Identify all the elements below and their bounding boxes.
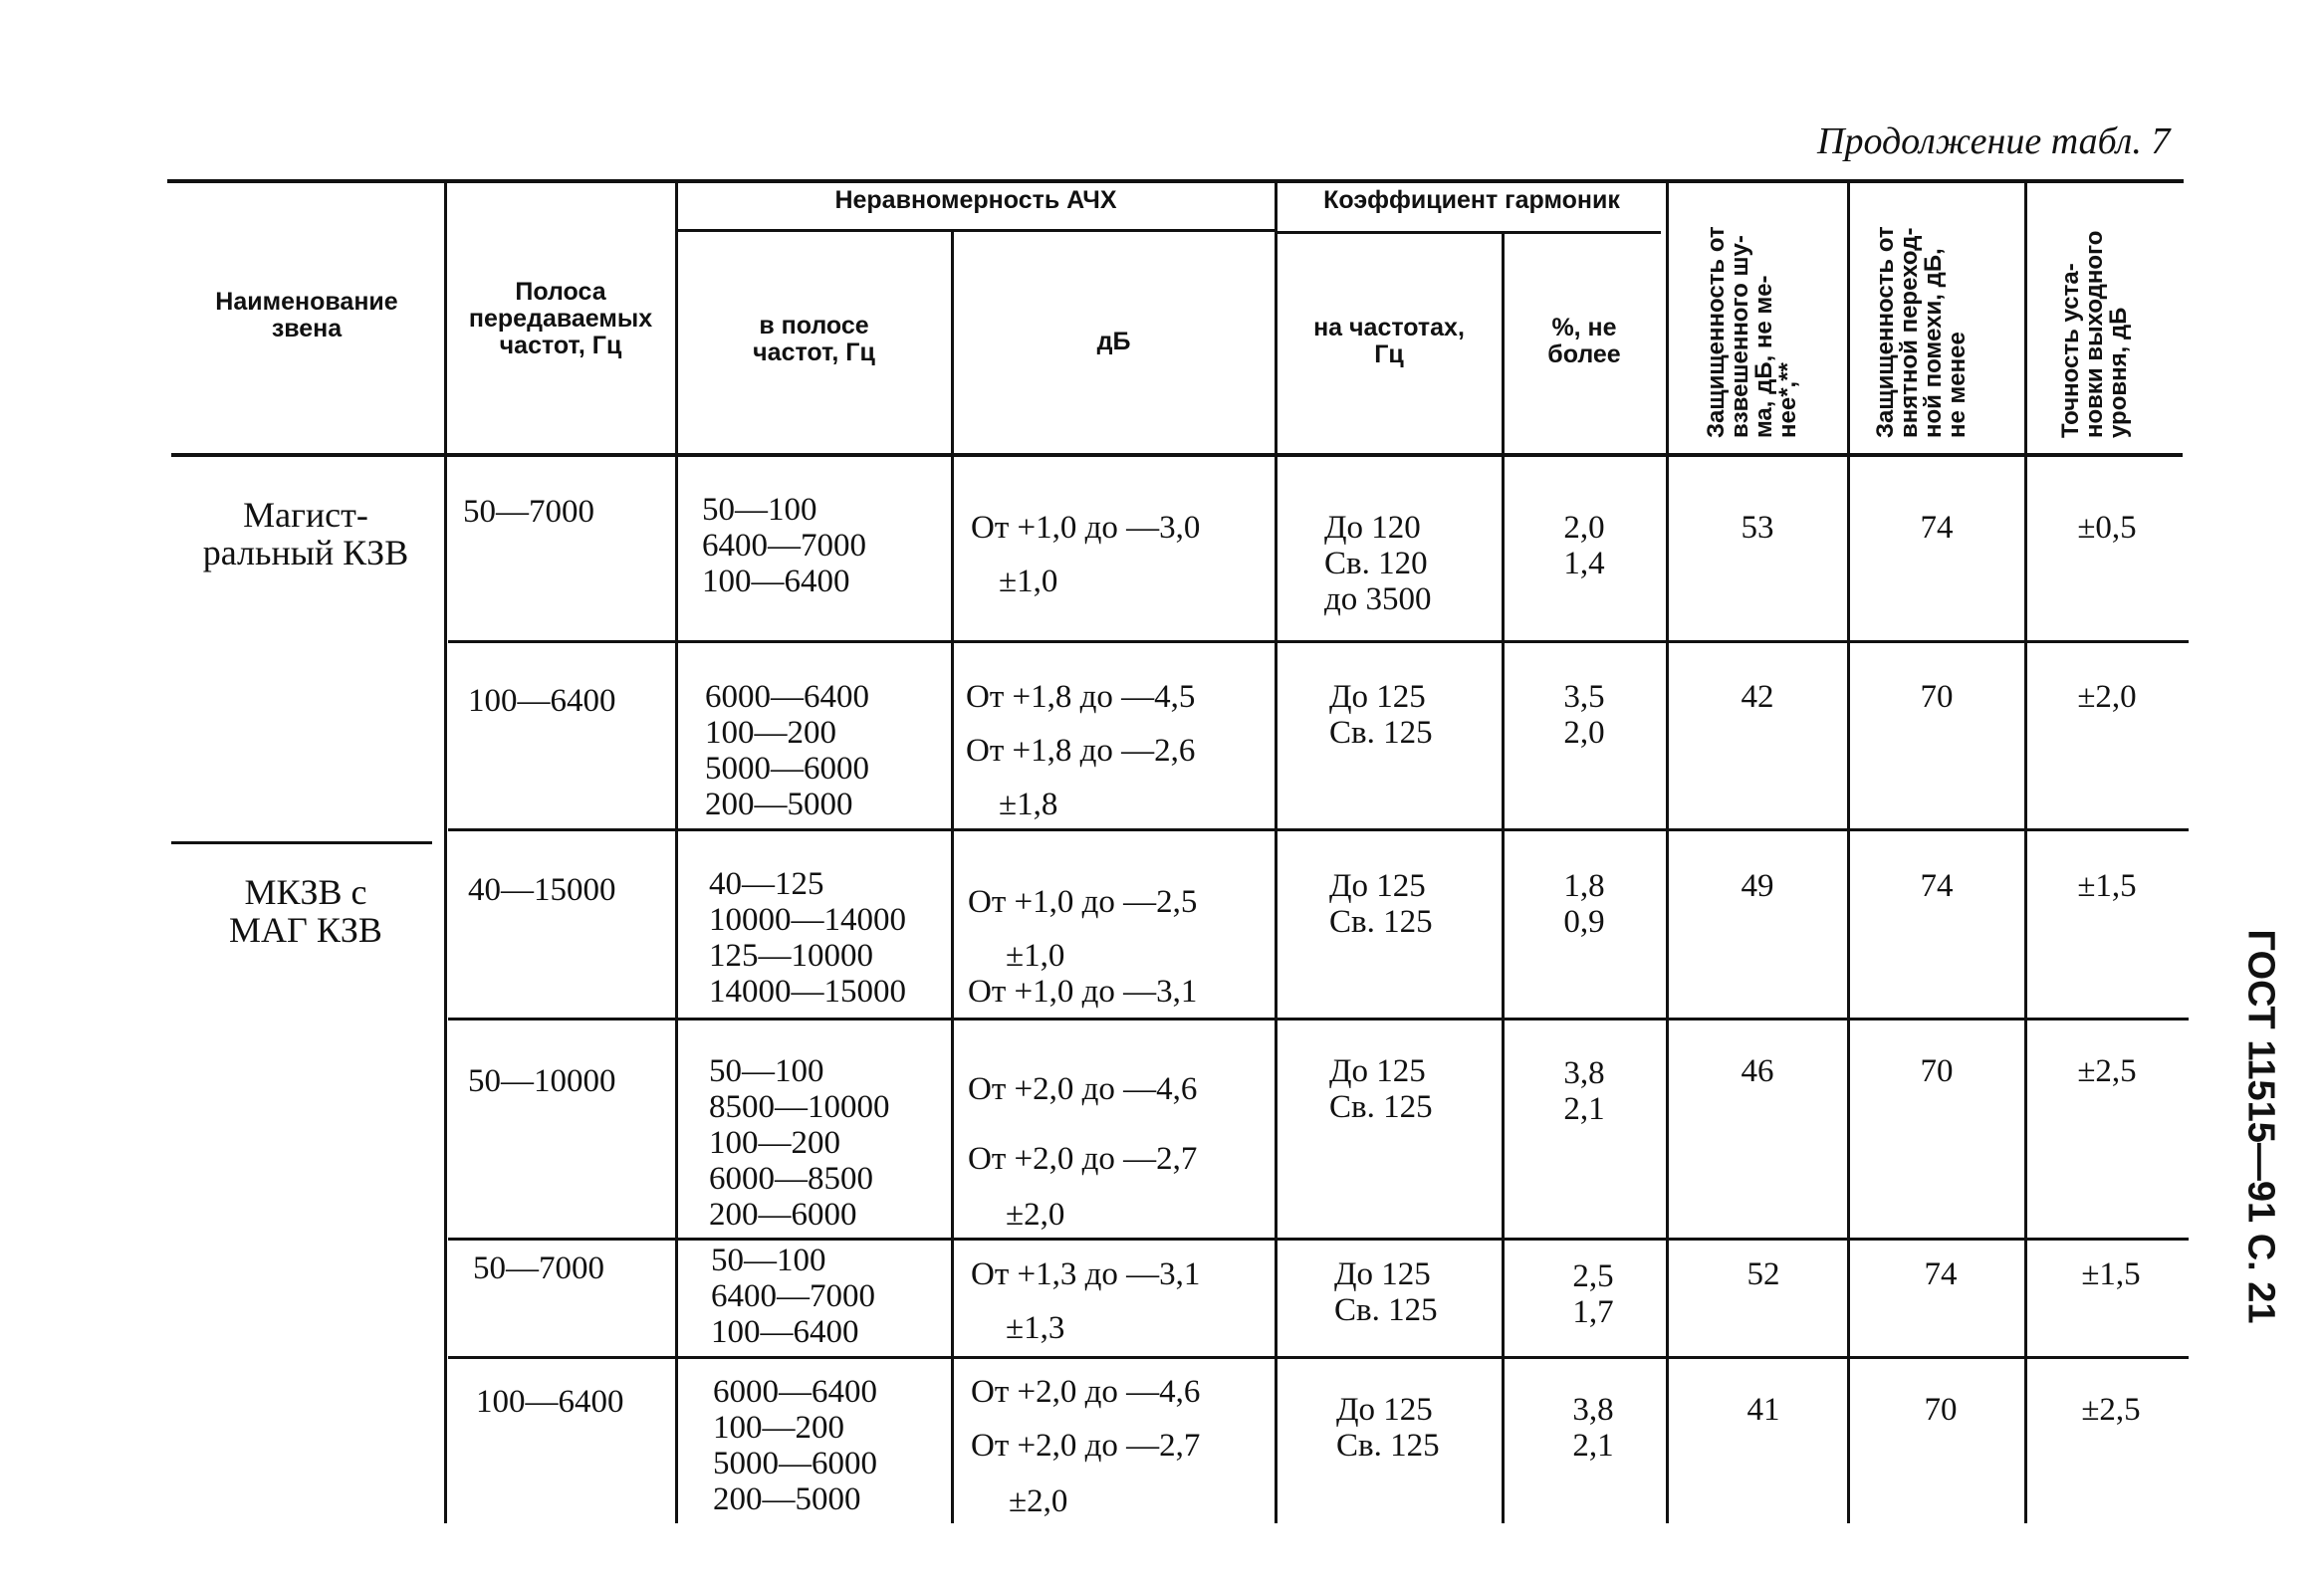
cell-harm-freq: До 120 Св. 120 до 3500 [1324, 510, 1432, 617]
cell-band: 100—6400 [476, 1384, 624, 1420]
header-crosstalk: Защищенность от внятной переход- ной помехи, дБ, не менее [1872, 226, 1971, 438]
cell-afc-db: От +1,8 до —2,6 [966, 733, 1196, 769]
cell-afc-bands: 6000—6400 100—200 5000—6000 200—5000 [705, 679, 869, 822]
header-level-accuracy: Точность уста- новки выходного уровня, дБ [2057, 230, 2132, 438]
cell-noise: 46 [1741, 1053, 1774, 1089]
cell-afc-db: ±2,0 [1006, 1197, 1065, 1233]
cell-band: 40—15000 [468, 872, 616, 908]
cell-afc-db: От +1,3 до —3,1 [971, 1256, 1201, 1292]
header-afc-band: в полосе частот, Гц [753, 312, 875, 366]
header-harm-freq: на частотах, Гц [1313, 314, 1465, 368]
cell-afc-db: От +1,0 до —2,5 [968, 884, 1198, 920]
header-name: Наименование звена [215, 288, 398, 342]
cell-noise: 52 [1746, 1256, 1780, 1292]
cell-band: 50—10000 [468, 1063, 616, 1099]
cell-afc-db: ±1,8 [999, 787, 1058, 822]
header-band: Полоса передаваемых частот, Гц [468, 278, 653, 359]
cell-crosstalk: 74 [1924, 1256, 1958, 1292]
cell-harm-freq: До 125 Св. 125 [1329, 679, 1433, 751]
cell-level: ±2,5 [2081, 1392, 2141, 1428]
table-caption: Продолжение табл. 7 [1817, 120, 2171, 162]
cell-harm-freq: До 125 Св. 125 [1329, 1053, 1433, 1125]
cell-noise: 49 [1741, 868, 1774, 904]
cell-noise: 53 [1741, 510, 1774, 546]
cell-afc-db: От +1,0 до —3,0 [971, 510, 1201, 546]
cell-crosstalk: 70 [1920, 1053, 1954, 1089]
cell-crosstalk: 74 [1920, 510, 1954, 546]
cell-level: ±0,5 [2077, 510, 2137, 546]
cell-noise: 42 [1741, 679, 1774, 715]
cell-harm-freq: До 125 Св. 125 [1334, 1256, 1438, 1328]
cell-afc-db: ±1,3 [1006, 1310, 1065, 1346]
cell-afc-db: От +1,0 до —3,1 [968, 974, 1198, 1010]
cell-level: ±2,5 [2077, 1053, 2137, 1089]
cell-harm-pct: 3,5 2,0 [1563, 679, 1605, 751]
cell-level: ±1,5 [2077, 868, 2137, 904]
cell-noise: 41 [1746, 1392, 1780, 1428]
cell-afc-db: ±1,0 [999, 564, 1058, 599]
cell-band: 100—6400 [468, 683, 616, 719]
cell-harm-pct: 2,0 1,4 [1563, 510, 1605, 581]
header-harm-group: Коэффициент гармоник [1323, 186, 1620, 214]
cell-afc-db: От +1,8 до —4,5 [966, 679, 1196, 715]
cell-band: 50—7000 [463, 494, 594, 530]
cell-afc-db: От +2,0 до —4,6 [968, 1071, 1198, 1107]
cell-afc-db: ±1,0 [1006, 938, 1065, 974]
cell-afc-bands: 50—100 6400—7000 100—6400 [702, 492, 866, 599]
cell-afc-db: От +2,0 до —2,7 [971, 1428, 1201, 1464]
cell-harm-pct: 2,5 1,7 [1572, 1258, 1614, 1330]
cell-crosstalk: 70 [1920, 679, 1954, 715]
header-afc-group: Неравномерность АЧХ [834, 186, 1117, 214]
cell-afc-bands: 6000—6400 100—200 5000—6000 200—5000 [713, 1374, 877, 1517]
group-name: Магист- ральный КЗВ [202, 495, 409, 572]
header-noise-weighted: Защищенность от взвешенного шу- ма, дБ, не ме- нее*,** [1703, 226, 1801, 438]
document-side-label: ГОСТ 11515—91 С. 21 [2239, 929, 2282, 1324]
cell-crosstalk: 74 [1920, 868, 1954, 904]
cell-harm-freq: До 125 Св. 125 [1329, 868, 1433, 940]
cell-afc-db: От +2,0 до —2,7 [968, 1141, 1198, 1177]
cell-harm-freq: До 125 Св. 125 [1336, 1392, 1440, 1464]
cell-harm-pct: 1,8 0,9 [1563, 868, 1605, 940]
cell-level: ±1,5 [2081, 1256, 2141, 1292]
header-harm-pct: %, не более [1547, 314, 1621, 368]
cell-crosstalk: 70 [1924, 1392, 1958, 1428]
cell-afc-bands: 40—125 10000—14000 125—10000 14000—15000 [709, 866, 906, 1010]
cell-afc-db: От +2,0 до —4,6 [971, 1374, 1201, 1410]
cell-harm-pct: 3,8 2,1 [1572, 1392, 1614, 1464]
cell-afc-bands: 50—100 6400—7000 100—6400 [711, 1243, 875, 1350]
cell-afc-db: ±2,0 [1009, 1483, 1068, 1519]
cell-level: ±2,0 [2077, 679, 2137, 715]
cell-band: 50—7000 [473, 1250, 604, 1286]
group-name: МКЗВ с МАГ КЗВ [229, 872, 382, 950]
header-afc-db: дБ [1096, 328, 1131, 355]
cell-harm-pct: 3,8 2,1 [1563, 1055, 1605, 1127]
cell-afc-bands: 50—100 8500—10000 100—200 6000—8500 200—6000 [709, 1053, 890, 1233]
